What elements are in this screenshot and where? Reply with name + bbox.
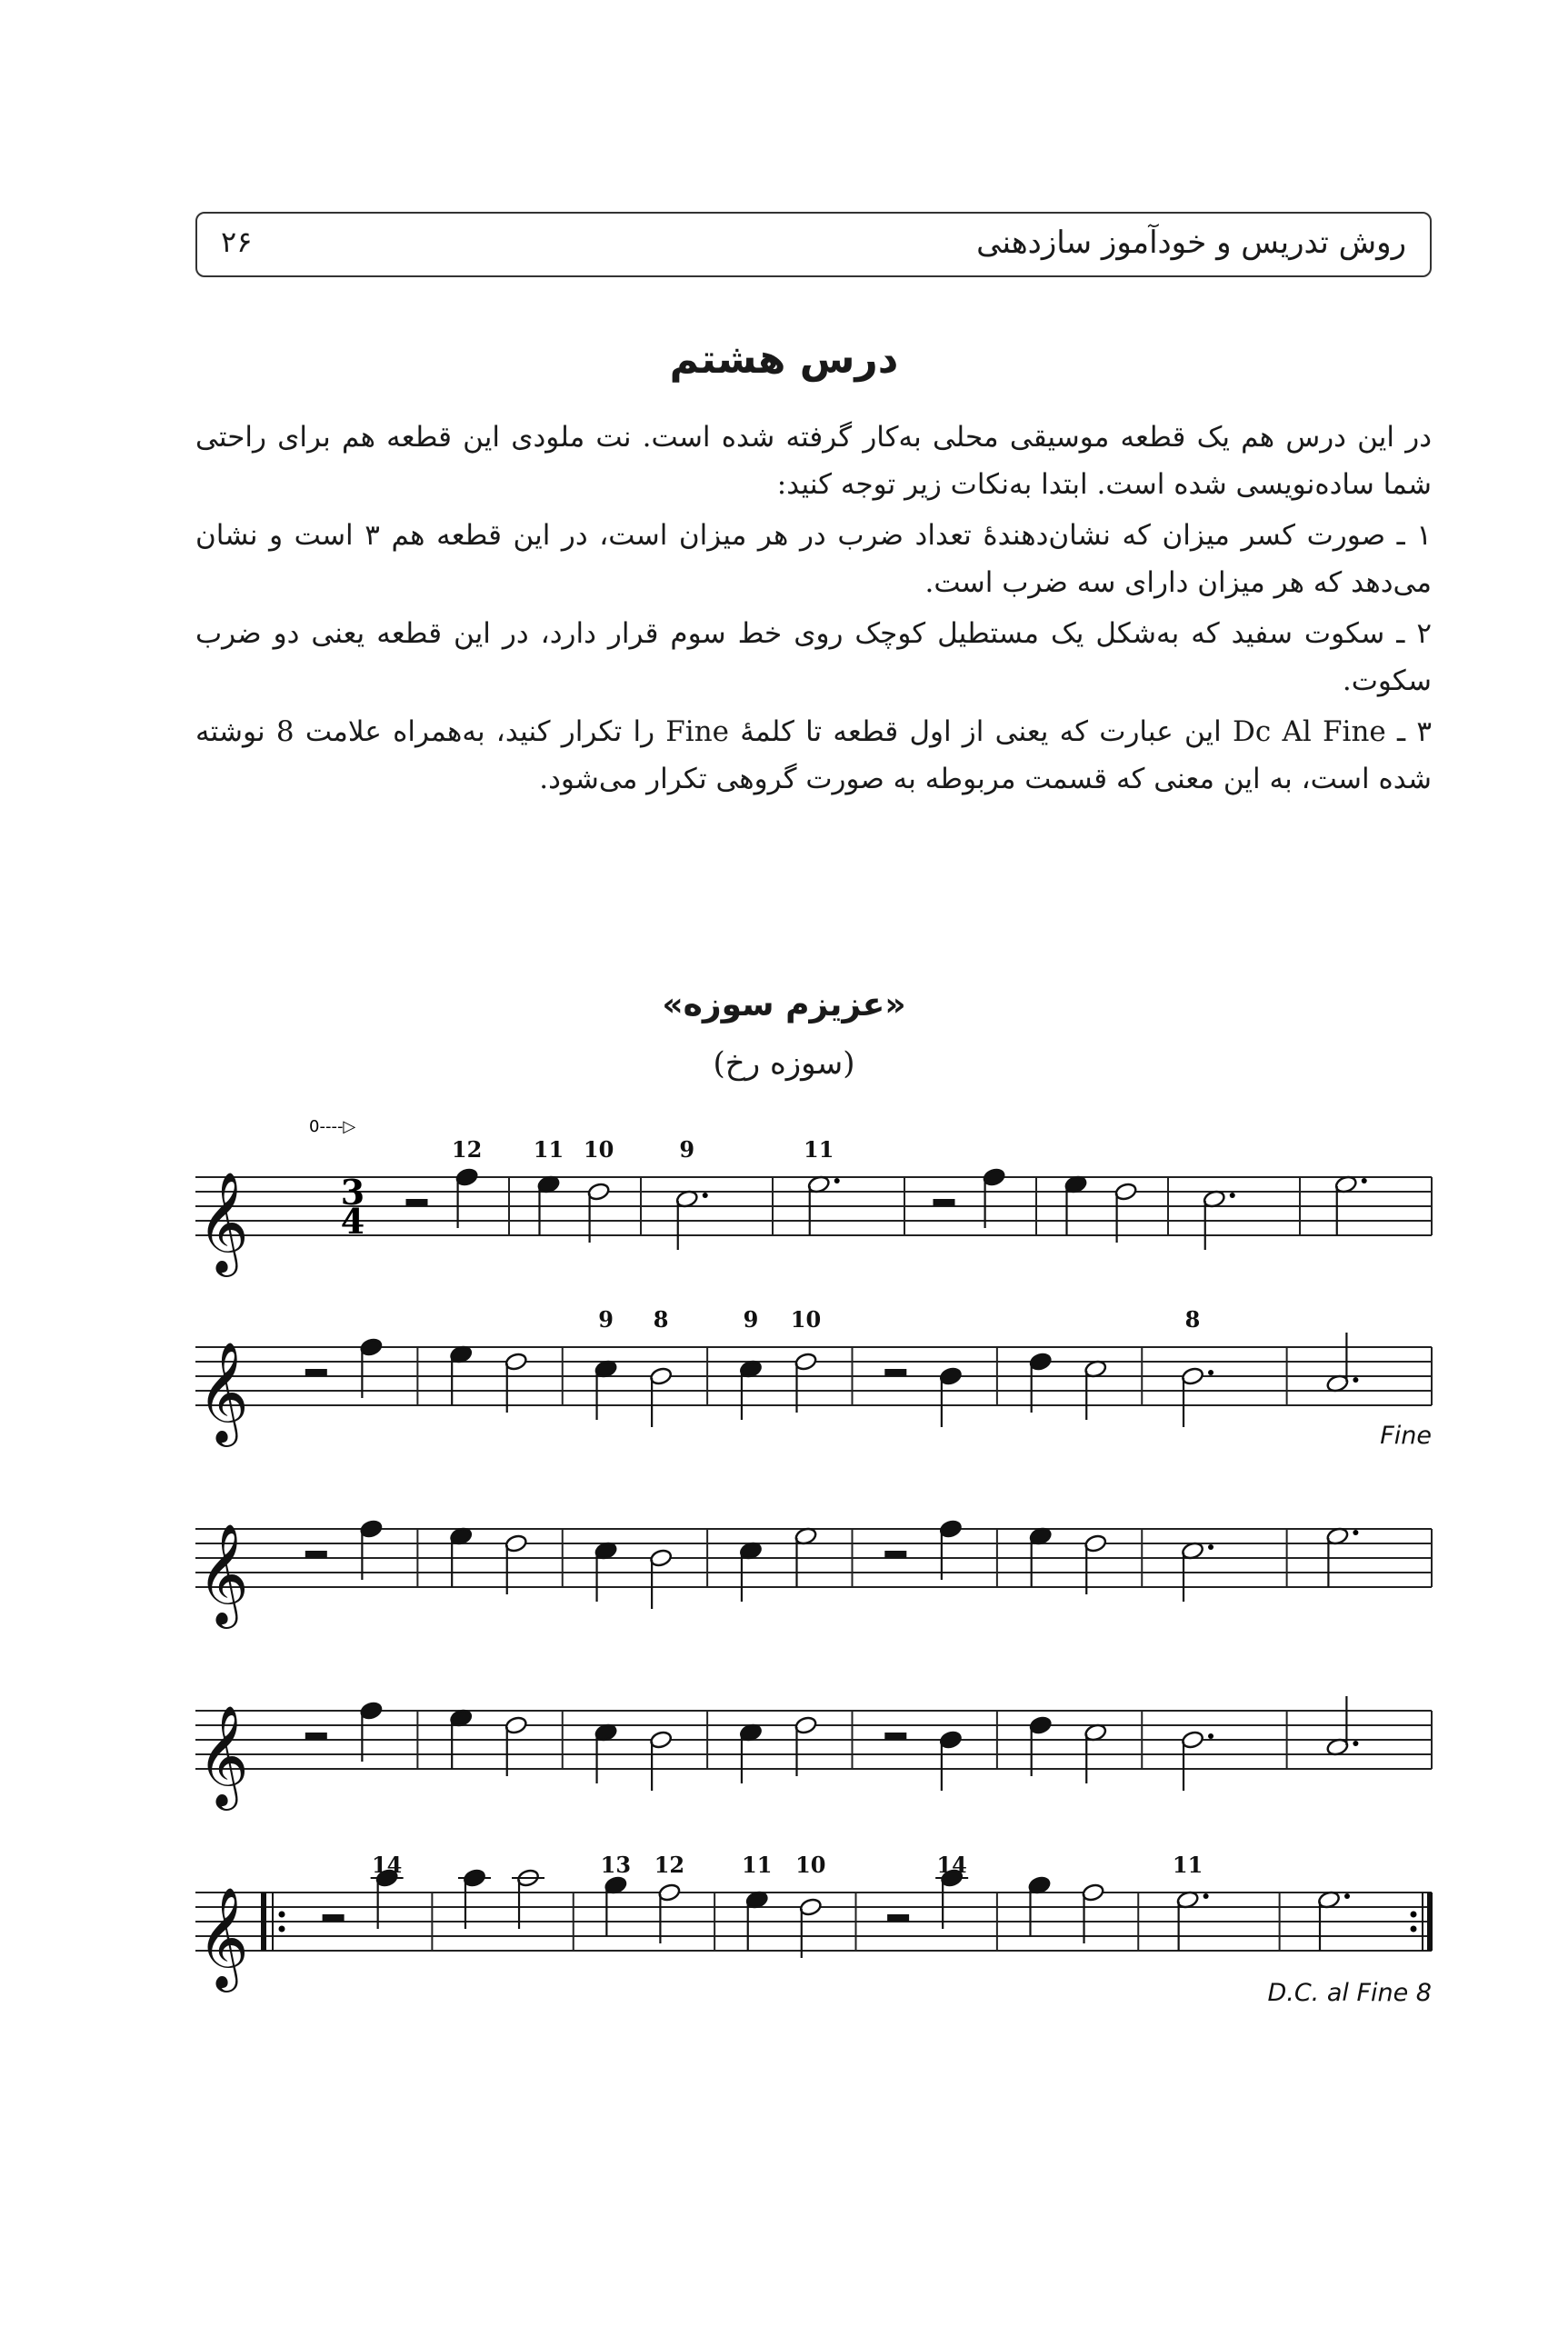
augmentation-dot — [1230, 1193, 1235, 1198]
half-rest — [323, 1914, 345, 1922]
augmentation-dot — [834, 1178, 840, 1183]
augmentation-dot — [1353, 1741, 1358, 1746]
note — [587, 1182, 611, 1243]
hole-number: 11 — [1172, 1852, 1203, 1878]
treble-clef: 𝄞 — [197, 1523, 249, 1624]
book-title: روش تدریس و خودآموز سازدهنی — [976, 225, 1406, 261]
staff-3 — [195, 1519, 1432, 1629]
half-rest — [305, 1369, 327, 1376]
treble-clef: 𝄞 — [197, 1704, 249, 1806]
fine-label: Fine — [1380, 1422, 1432, 1450]
hole-number: 12 — [654, 1852, 685, 1878]
hole-number: 13 — [600, 1852, 632, 1878]
note — [1084, 1723, 1107, 1783]
breath-mark: 0----▷ — [309, 1117, 356, 1136]
half-rest — [884, 1369, 906, 1376]
note — [594, 1359, 618, 1420]
note — [794, 1352, 818, 1413]
note — [1082, 1883, 1105, 1943]
augmentation-dot — [1353, 1377, 1358, 1383]
half-rest — [884, 1733, 906, 1740]
half-rest — [406, 1199, 428, 1206]
note — [449, 1708, 473, 1769]
note — [594, 1723, 618, 1783]
note — [649, 1548, 673, 1609]
note-dc-al-fine: ۳ ـ Dc Al Fine این عبارت که یعنی از اول قطعه تا کلمهٔ Fine را تکرار کنید، به‌همراه علامت 8 نوشته شده است، به این معنی که قسمت مربوطه به صورت گروهی تکرار می‌شود. — [195, 715, 1432, 795]
hole-number: 9 — [743, 1306, 759, 1333]
note — [739, 1541, 763, 1602]
song-title: «عزیزم سوزه» — [662, 986, 906, 1024]
half-rest — [305, 1733, 327, 1740]
half-rest — [887, 1914, 909, 1922]
note — [1029, 1526, 1053, 1587]
note — [359, 1337, 383, 1398]
time-signature-top: 3 — [340, 1172, 365, 1213]
hole-number: 10 — [583, 1136, 614, 1163]
staff-4 — [195, 1696, 1432, 1811]
note — [1029, 1352, 1053, 1413]
note — [1203, 1189, 1235, 1250]
note — [794, 1526, 818, 1587]
hole-number: 10 — [795, 1852, 826, 1878]
lesson-title: درس هشتم — [669, 336, 899, 383]
augmentation-dot — [1353, 1530, 1358, 1535]
note — [939, 1519, 963, 1580]
note — [794, 1715, 818, 1776]
hole-number: 9 — [679, 1136, 695, 1163]
note — [675, 1189, 708, 1250]
hole-number: 11 — [742, 1852, 773, 1878]
staff-1 — [195, 1117, 1432, 1277]
song-subtitle: (سوزه رخ) — [713, 1045, 855, 1082]
note-half-rest: ۲ ـ سکوت سفید که به‌شکل یک مستطیل کوچک روی خط سوم قرار دارد، در این قطعه یعنی دو ضرب سکوت. — [195, 617, 1432, 697]
half-rest — [305, 1551, 327, 1558]
note — [1334, 1174, 1367, 1235]
note — [983, 1167, 1006, 1228]
note — [807, 1174, 840, 1235]
note — [649, 1730, 673, 1791]
note — [449, 1526, 473, 1587]
note — [359, 1701, 383, 1762]
note — [1114, 1182, 1138, 1243]
time-signature-bottom: 4 — [340, 1201, 365, 1242]
hole-number: 8 — [653, 1306, 669, 1333]
note — [739, 1359, 763, 1420]
augmentation-dot — [1208, 1370, 1213, 1375]
half-rest — [934, 1199, 955, 1206]
note — [745, 1890, 769, 1951]
note — [658, 1883, 682, 1943]
note — [1326, 1526, 1359, 1587]
hole-number: 11 — [804, 1136, 834, 1163]
repeat-dot — [1411, 1912, 1417, 1918]
hole-number: 9 — [598, 1306, 614, 1333]
note — [504, 1533, 528, 1594]
note — [537, 1174, 561, 1235]
repeat-dot — [279, 1926, 285, 1933]
note — [359, 1519, 383, 1580]
note — [1317, 1890, 1350, 1951]
note — [939, 1730, 963, 1791]
augmentation-dot — [703, 1193, 708, 1198]
note — [739, 1723, 763, 1783]
augmentation-dot — [1208, 1733, 1213, 1739]
note — [604, 1875, 627, 1936]
hole-number: 14 — [371, 1852, 403, 1878]
half-rest — [884, 1551, 906, 1558]
augmentation-dot — [1362, 1178, 1367, 1183]
note — [1326, 1333, 1359, 1393]
note — [458, 1868, 491, 1929]
note — [939, 1366, 963, 1427]
note — [1084, 1533, 1107, 1594]
hole-number: 10 — [790, 1306, 822, 1333]
note-time-signature: ۱ ـ صورت کسر میزان که نشان‌دهندهٔ تعداد ضرب در هر میزان است، در این قطعه هم ۳ است و نشان می‌دهد که هر میزان دارای سه ضرب است. — [195, 519, 1432, 599]
note — [449, 1344, 473, 1405]
staff-2 — [195, 1306, 1432, 1450]
note — [1029, 1715, 1053, 1776]
note — [1084, 1359, 1107, 1420]
page-number: ۲۶ — [221, 225, 253, 259]
note — [1326, 1696, 1359, 1757]
hole-number: 8 — [1184, 1306, 1201, 1333]
note — [1028, 1875, 1052, 1936]
repeat-dot — [279, 1912, 285, 1918]
augmentation-dot — [1344, 1893, 1350, 1899]
note — [455, 1167, 479, 1228]
note — [1064, 1174, 1088, 1235]
augmentation-dot — [1208, 1544, 1213, 1550]
note — [649, 1366, 673, 1427]
note — [512, 1868, 544, 1929]
treble-clef: 𝄞 — [197, 1341, 249, 1443]
treble-clef: 𝄞 — [197, 1886, 249, 1988]
note — [504, 1715, 528, 1776]
repeat-dot — [1411, 1926, 1417, 1933]
hole-number: 12 — [451, 1136, 483, 1163]
note — [1181, 1541, 1213, 1602]
note — [594, 1541, 618, 1602]
hole-number: 14 — [936, 1852, 967, 1878]
staff-5 — [195, 1852, 1432, 2007]
intro-paragraph: در این درس هم یک قطعه موسیقی محلی به‌کار گرفته شده است. نت ملودی این قطعه هم برای راحتی شما ساده‌نویسی شده است. ابتدا به‌نکات زیر توجه کنید: — [195, 421, 1432, 501]
dc-al-fine-label: D.C. al Fine 8 — [1267, 1979, 1432, 2007]
hole-number: 11 — [533, 1136, 564, 1163]
note — [504, 1352, 528, 1413]
treble-clef: 𝄞 — [197, 1171, 249, 1273]
note — [799, 1897, 823, 1958]
augmentation-dot — [1203, 1893, 1209, 1899]
note — [1176, 1890, 1209, 1951]
